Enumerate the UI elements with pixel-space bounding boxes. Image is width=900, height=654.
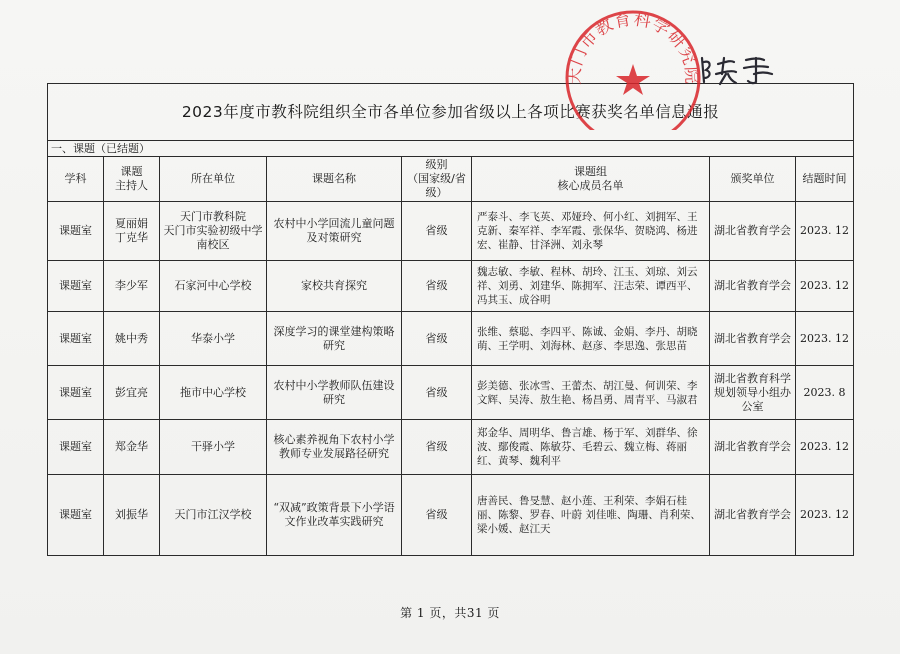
- table-header-row: [48, 157, 854, 202]
- award-list-table: [47, 83, 854, 556]
- cell-end-time: 2023. 12: [796, 202, 854, 261]
- header-unit: 所在单位: [160, 157, 267, 202]
- cell-project: 家校共育探究: [267, 261, 402, 312]
- cell-awarding-unit: 湖北省教育学会: [710, 475, 796, 556]
- cell-project: 农村中小学教师队伍建设研究: [267, 366, 402, 420]
- cell-project: 核心素养视角下农村小学教师专业发展路径研究: [267, 420, 402, 475]
- cell-unit: 石家河中心学校: [160, 261, 267, 312]
- cell-members: 唐善民、鲁旻慧、赵小莲、王利荣、李娟石桂丽、陈黎、罗春、叶蔚 刘佳唯、陶珊、肖利荣、梁小媛、赵江天: [472, 475, 710, 556]
- cell-level: 省级: [402, 475, 472, 556]
- cell-unit: 干驿小学: [160, 420, 267, 475]
- cell-awarding-unit: 湖北省教育科学规划领导小组办公室: [710, 366, 796, 420]
- cell-project: “双减”政策背景下小学语文作业改革实践研究: [267, 475, 402, 556]
- header-end-time: 结题时间: [796, 157, 854, 202]
- cell-project: 农村中小学回流儿童问题及对策研究: [267, 202, 402, 261]
- cell-project: 深度学习的课堂建构策略研究: [267, 312, 402, 366]
- cell-members: 彭美德、张冰雪、王蕾杰、胡江曼、何训荣、李文辉、吴涛、敖生艳、杨昌勇、周青平、马淑君: [472, 366, 710, 420]
- table-row: [48, 420, 854, 475]
- cell-unit: 华泰小学: [160, 312, 267, 366]
- cell-unit: 拖市中心学校: [160, 366, 267, 420]
- cell-end-time: 2023. 8: [796, 366, 854, 420]
- cell-unit: 天门市教科院 天门市实验初级中学南校区: [160, 202, 267, 261]
- cell-host: 夏丽娟 丁克华: [104, 202, 160, 261]
- cell-end-time: 2023. 12: [796, 420, 854, 475]
- cell-level: 省级: [402, 261, 472, 312]
- cell-awarding-unit: 湖北省教育学会: [710, 420, 796, 475]
- cell-host: 彭宜亮: [104, 366, 160, 420]
- table-row: [48, 366, 854, 420]
- header-members: 课题组 核心成员名单: [472, 157, 710, 202]
- cell-awarding-unit: 湖北省教育学会: [710, 261, 796, 312]
- cell-subject: 课题室: [48, 366, 104, 420]
- header-level: 级别 （国家级/省级）: [402, 157, 472, 202]
- cell-subject: 课题室: [48, 475, 104, 556]
- table-row: [48, 261, 854, 312]
- table-row: [48, 202, 854, 261]
- table-row: [48, 312, 854, 366]
- header-awarding-unit: 颁奖单位: [710, 157, 796, 202]
- cell-subject: 课题室: [48, 420, 104, 475]
- cell-awarding-unit: 湖北省教育学会: [710, 202, 796, 261]
- cell-end-time: 2023. 12: [796, 475, 854, 556]
- cell-level: 省级: [402, 366, 472, 420]
- cell-level: 省级: [402, 420, 472, 475]
- document-title: 2023年度市教科院组织全市各单位参加省级以上各项比赛获奖名单信息通报: [48, 84, 854, 141]
- header-host: 课题 主持人: [104, 157, 160, 202]
- cell-level: 省级: [402, 202, 472, 261]
- cell-subject: 课题室: [48, 312, 104, 366]
- cell-host: 刘振华: [104, 475, 160, 556]
- table-row: [48, 475, 854, 556]
- cell-members: 魏志敏、李敏、程林、胡玲、江玉、刘琼、刘云祥、刘勇、刘建华、陈拥军、汪志荣、谭西平、冯其玉、成谷明: [472, 261, 710, 312]
- cell-host: 李少军: [104, 261, 160, 312]
- header-subject: 学科: [48, 157, 104, 202]
- cell-subject: 课题室: [48, 202, 104, 261]
- section-heading: 一、课题（已结题）: [48, 141, 854, 157]
- cell-end-time: 2023. 12: [796, 312, 854, 366]
- header-project: 课题名称: [267, 157, 402, 202]
- page-number: 第 1 页，共31 页: [400, 606, 500, 620]
- cell-host: 姚中秀: [104, 312, 160, 366]
- cell-host: 郑金华: [104, 420, 160, 475]
- cell-end-time: 2023. 12: [796, 261, 854, 312]
- cell-members: 张维、蔡聪、李四平、陈诚、金娟、李丹、胡晓萌、王学明、刘海林、赵彦、李思逸、张思苗: [472, 312, 710, 366]
- cell-members: 郑金华、周明华、鲁言雄、杨于军、刘群华、徐波、鄢俊霞、陈敏芬、毛碧云、魏立梅、蒋丽红、黄琴、魏利平: [472, 420, 710, 475]
- cell-unit: 天门市江汉学校: [160, 475, 267, 556]
- cell-subject: 课题室: [48, 261, 104, 312]
- cell-level: 省级: [402, 312, 472, 366]
- cell-awarding-unit: 湖北省教育学会: [710, 312, 796, 366]
- seal-text: 天门市教育科学研究院: [564, 9, 702, 86]
- cell-members: 严泰斗、李飞英、邓娅玲、何小红、刘拥军、王克新、秦军祥、李军霞、张保华、贺晓鸿、杨进宏、崔静、甘泽洲、刘永琴: [472, 202, 710, 261]
